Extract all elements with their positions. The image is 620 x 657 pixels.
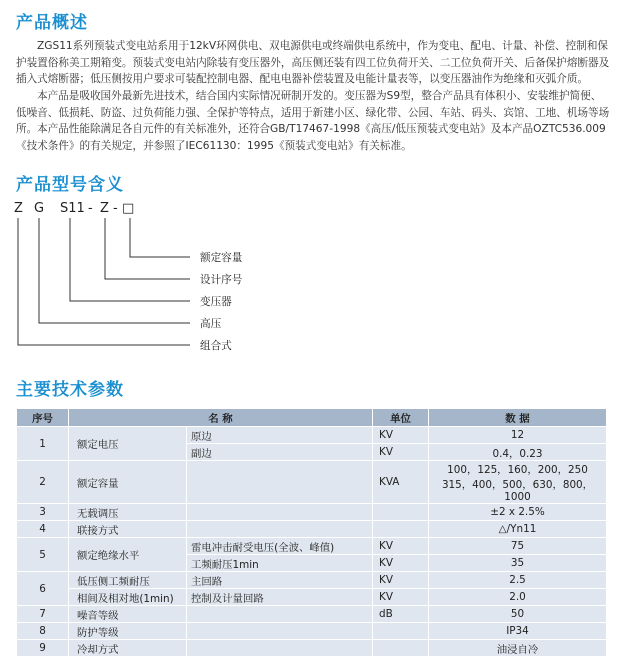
model-heading: 产品型号含义: [16, 175, 124, 195]
cell-unit: [373, 640, 429, 657]
cell-sub: 主回路: [187, 572, 373, 589]
code-part-dash2: -: [113, 201, 118, 216]
table-row: [17, 427, 607, 444]
cell-sub: 工频耐压1min: [187, 555, 373, 572]
cell-unit: [373, 623, 429, 640]
table-row: [17, 572, 607, 589]
overview-paragraph-1: ZGS11系列预装式变电站系用于12kV环网供电、双电源供电或终端供电系统中，作为变电、配电、计量、补偿、控制和保护装置俗称美工期箱变。预装式变电站内除装有变压器外，高压侧还装有四工位负荷开关、二工位负荷开关、后备保护熔断器及插入式熔断器；低压侧按用户要求可装配控制电器、配电电器补偿装置及电能计量表等，以变压器油作为绝缘和灭弧介质。: [16, 40, 610, 85]
params-heading: 主要技术参数: [16, 380, 124, 400]
cell-name: 额定绝缘水平: [69, 538, 187, 572]
table-row: [17, 538, 607, 555]
header-value: 数 据: [429, 409, 607, 427]
cell-value: ±2 x 2.5%: [429, 504, 607, 521]
cell-no: 2: [17, 461, 69, 504]
cell-unit: KV: [373, 589, 429, 606]
code-part-dash1: -: [88, 201, 93, 216]
overview-heading: 产品概述: [16, 13, 88, 33]
table-row: [17, 623, 607, 640]
cell-sub: 控制及计量回路: [187, 589, 373, 606]
cell-name: 相间及相对地(1min): [69, 589, 187, 606]
label-combined: 组合式: [200, 340, 232, 352]
cell-value: 75: [429, 538, 607, 555]
table-row: [17, 461, 607, 504]
cell-name: 额定容量: [69, 461, 187, 504]
cell-unit: KV: [373, 444, 429, 461]
header-no: 序号: [17, 409, 69, 427]
cell-name: 低压侧工频耐压: [69, 572, 187, 589]
overview-paragraph-3: 本产品性能除满足各自元件的有关标准外，还符合GB/T17467-1998《高压/低压预装式变电站》及本产品OZTC536.009《技术条件》的有关规定，并参照了IEC61130：1995《预装式变电站》有关标准。: [16, 123, 606, 152]
cell-no: 5: [17, 538, 69, 572]
cell-value: 2.5: [429, 572, 607, 589]
cell-unit: [373, 521, 429, 538]
cell-unit: dB: [373, 606, 429, 623]
table-row: [17, 589, 607, 606]
cell-unit: KV: [373, 538, 429, 555]
cell-value: [429, 461, 607, 504]
label-transformer: 变压器: [200, 296, 232, 308]
capacity-line-2: 315，400，500，630，800，1000: [441, 479, 594, 503]
table-row: [17, 504, 607, 521]
code-part-z2: Z: [100, 201, 109, 216]
header-unit: 单位: [373, 409, 429, 427]
cell-sub: [187, 504, 373, 521]
cell-unit: [373, 504, 429, 521]
table-row: [17, 640, 607, 657]
label-design-serial: 设计序号: [200, 274, 243, 286]
cell-no: 3: [17, 504, 69, 521]
cell-no: 7: [17, 606, 69, 623]
label-rated-capacity: 额定容量: [200, 252, 243, 264]
model-leader-lines: [18, 218, 190, 345]
tech-params-table: [16, 408, 607, 657]
cell-unit: KVA: [373, 461, 429, 504]
cell-unit: KV: [373, 555, 429, 572]
cell-sub: 原边: [187, 427, 373, 444]
cell-sub: [187, 606, 373, 623]
cell-value: 油浸自冷: [429, 640, 607, 657]
label-high-voltage: 高压: [200, 318, 222, 330]
cell-no: 4: [17, 521, 69, 538]
cell-no: 1: [17, 427, 69, 461]
cell-no: 9: [17, 640, 69, 657]
cell-sub: [187, 521, 373, 538]
cell-value: 0.4，0.23: [429, 444, 607, 461]
cell-name: 无载调压: [69, 504, 187, 521]
cell-value: 50: [429, 606, 607, 623]
cell-name: 额定电压: [69, 427, 187, 461]
cell-name: 冷却方式: [69, 640, 187, 657]
cell-sub: 副边: [187, 444, 373, 461]
cell-value: IP34: [429, 623, 607, 640]
header-name: 名 称: [69, 409, 373, 427]
cell-name: 联接方式: [69, 521, 187, 538]
table-header-row: [17, 409, 607, 427]
cell-sub: [187, 623, 373, 640]
cell-value: 12: [429, 427, 607, 444]
capacity-line-1: 100，125，160，200，250: [447, 464, 588, 476]
cell-no: 6: [17, 572, 69, 606]
code-part-s11: S11: [60, 201, 85, 216]
code-part-z1: Z: [14, 201, 23, 216]
code-part-g: G: [34, 201, 45, 216]
cell-unit: KV: [373, 572, 429, 589]
cell-value: 2.0: [429, 589, 607, 606]
cell-value: △/Yn11: [429, 521, 607, 538]
cell-unit: KV: [373, 427, 429, 444]
cell-sub: [187, 461, 373, 504]
cell-name: 防护等级: [69, 623, 187, 640]
table-row: [17, 606, 607, 623]
cell-sub: 雷电冲击耐受电压(全波、峰值): [187, 538, 373, 555]
cell-sub: [187, 640, 373, 657]
table-row: [17, 521, 607, 538]
cell-no: 8: [17, 623, 69, 640]
cell-name: 噪音等级: [69, 606, 187, 623]
cell-value: 35: [429, 555, 607, 572]
overview-paragraph-2: 本产品是吸收国外最新先进技术，结合国内实际情况研制开发的。变压器为S9型，整合产品具有体积小、安装维护简便、低噪音、低损耗、防盗、过负荷能力强、全保护等特点，适用于新建小区、绿化带、公园、车站、码头、宾馆、工地、机场等场所。: [16, 90, 610, 135]
code-part-box: □: [122, 201, 135, 216]
